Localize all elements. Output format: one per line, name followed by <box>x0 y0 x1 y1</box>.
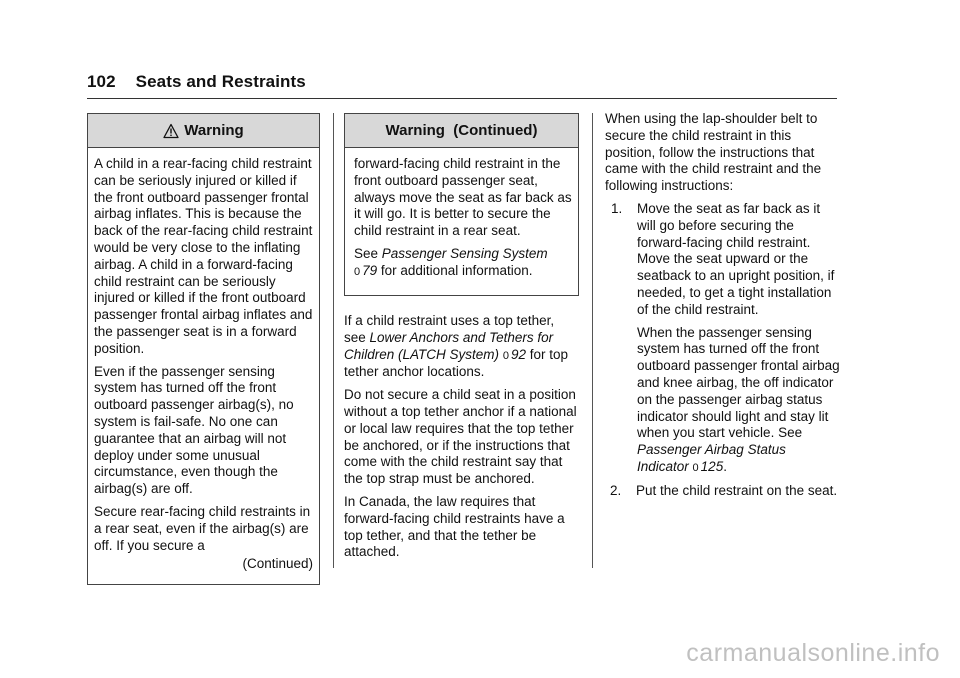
list-item <box>611 200 844 477</box>
reference-passenger-airbag-status-indicator[interactable]: Passenger Airbag Status Indicator <box>637 442 786 474</box>
warning-continued-title: Warning (Continued) <box>385 122 538 139</box>
reference-latch-system[interactable]: Lower Anchors and Tethers for Children (LATCH System) <box>344 329 554 362</box>
anchor-paragraph: Do not secure a child seat in a position without a top tether anchor if a national or local law requires that the top tether be anchored, or if the instructions that come with the child restraint say that the top strap must be anchored. <box>344 387 577 487</box>
page-reference-icon: 0 <box>502 349 509 362</box>
step-number: 2. <box>610 482 622 498</box>
canada-paragraph: In Canada, the law requires that forward-facing child restraints have a top tether, and that the tether be attached. <box>344 493 565 560</box>
continued-label: (Continued) <box>242 556 313 572</box>
step-text: Move the seat as far back as it will go before securing the forward-facing child restraint. Move the seat upward or the seatback to an upright position, if needed, to get a tight installation of the child restraint. <box>637 200 835 317</box>
column-divider-right <box>592 113 593 568</box>
middle-column-text <box>344 313 579 567</box>
watermark: carmanualsonline.info <box>686 639 940 667</box>
step-number: 1. <box>611 200 623 216</box>
step-note: When the passenger sensing system has turned off the front outboard passenger frontal airbag and knee airbag, the off indicator on the passenger airbag status indicator should light and stay lit when you start vehicle. See Passenger Airbag Status Indicator 0 125. <box>637 324 844 474</box>
warning-paragraph-3: Secure rear-facing child restraints in a rear seat, even if the airbag(s) are off. If you secure a <box>94 503 311 553</box>
warning-icon <box>163 123 179 139</box>
list-item <box>610 483 841 500</box>
warning-continued-header <box>345 114 578 148</box>
warning-paragraph-1: A child in a rear-facing child restraint can be seriously injured or killed if the front outboard passenger frontal airbag inflates. This is because the back of the rear-facing child restraint would be very close to the inflating airbag. A child in a forward-facing child restraint can be seriously injured or killed if the front outboard passenger frontal airbag inflates and the passenger seat is in a forward position. <box>94 156 313 356</box>
right-column-text <box>605 111 844 506</box>
instruction-list <box>605 200 844 500</box>
warning-box <box>87 113 320 585</box>
see-reference: See Passenger Sensing System 0 79 for additional information. <box>354 245 548 278</box>
page-reference-icon: 0 <box>354 265 361 278</box>
page-ref-125[interactable]: 125 <box>700 458 724 474</box>
section-title: Seats and Restraints <box>135 72 306 91</box>
reference-passenger-sensing-system[interactable]: Passenger Sensing System <box>381 245 548 261</box>
warning-title: Warning <box>184 122 244 139</box>
continued-paragraph: forward-facing child restraint in the front outboard passenger seat, always move the seat as far back as it will go. It is better to secure the child restraint in a rear seat. <box>354 156 572 239</box>
warning-continued-box <box>344 113 579 296</box>
step-text: Put the child restraint on the seat. <box>636 482 838 498</box>
header-rule <box>87 98 837 99</box>
page-ref-92[interactable]: 92 <box>510 346 526 362</box>
warning-box-header <box>88 114 319 148</box>
warning-paragraph-2: Even if the passenger sensing system has turned off the front outboard passenger airbag(s), no system is fail-safe. No one can guarantee that an airbag will not deploy under some unusual circumstance, even though the airbag(s) are off. <box>94 363 294 497</box>
page-number: 102 <box>87 72 116 91</box>
page-header <box>87 72 306 92</box>
column-divider-left <box>333 113 334 568</box>
lap-shoulder-intro: When using the lap-shoulder belt to secure the child restraint in this position, follow the instructions that came with the child restraint and the following instructions: <box>605 111 822 194</box>
top-tether-paragraph: If a child restraint uses a top tether, see Lower Anchors and Tethers for Children (LATCH System) 0 92 for top tether anchor locations. <box>344 313 572 380</box>
page-reference-icon: 0 <box>692 461 699 474</box>
page-ref-79[interactable]: 79 <box>362 262 378 278</box>
